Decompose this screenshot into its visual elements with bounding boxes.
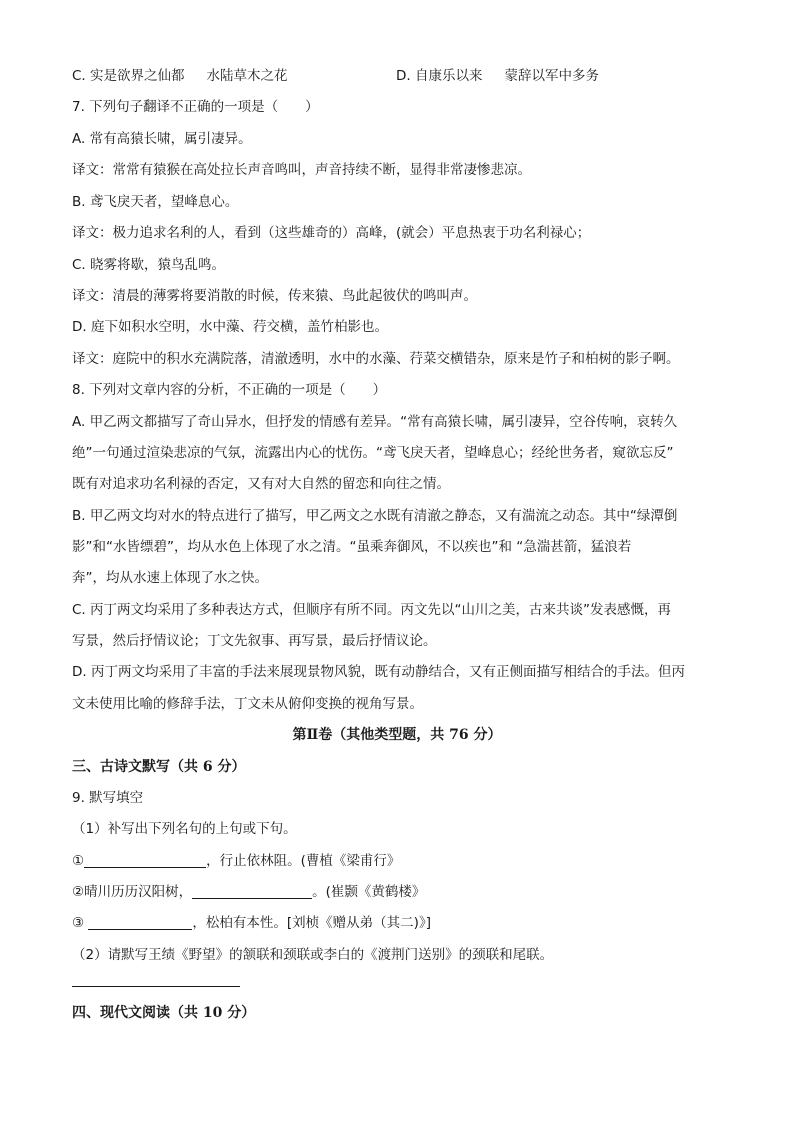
q8-option-b-line1: B. 甲乙两文均对水的特点进行了描写，甲乙两文之水既有清澈之静态，又有湍流之动态。其中“绿潭倒 <box>72 508 678 524</box>
q7-option-d: D. 庭下如积水空明，水中藻、荇交横，盖竹柏影也。 <box>72 319 388 335</box>
q9-item2 <box>72 883 425 901</box>
answer-line[interactable] <box>72 986 240 987</box>
q8-option-a-line3: 既有对追求功名利禄的否定，又有对大自然的留恋和向往之情。 <box>72 476 450 492</box>
q6-option-d-head: D. 自康乐以来 <box>396 68 483 84</box>
part2-title: 第Ⅱ卷（其他类型题，共 76 分） <box>292 727 502 743</box>
q7-stem: 7. 下列句子翻译不正确的一项是（ ） <box>72 99 319 115</box>
q9-item2-tail: 。(崔颢《黄鹤楼》 <box>312 884 426 900</box>
q6-option-c <box>72 67 288 85</box>
q7-option-a-translation: 译文：常常有猿猴在高处拉长声音鸣叫，声音持续不断，显得非常凄惨悲凉。 <box>72 162 531 178</box>
q7-option-c: C. 晓雾将歇，猿鸟乱鸣。 <box>72 257 226 273</box>
answer-blank-2[interactable] <box>192 884 312 899</box>
q9-item1 <box>72 852 400 870</box>
q8-option-c-line1: C. 丙丁两文均采用了多种表达方式，但顺序有所不同。丙文先以“山川之美，古来共谈”发表感慨，再 <box>72 602 671 618</box>
q9-sub2: （2）请默写王绩《野望》的颔联和颈联或李白的《渡荆门送别》的颈联和尾联。 <box>72 947 554 963</box>
q8-stem: 8. 下列对文章内容的分析，不正确的一项是（ ） <box>72 382 387 398</box>
q6-option-c-head: C. 实是欲界之仙都 <box>72 68 185 84</box>
q9-item3 <box>72 914 431 932</box>
section3-title: 三、古诗文默写（共 6 分） <box>72 759 246 775</box>
answer-blank-1[interactable] <box>84 853 206 868</box>
q7-option-b: B. 鸢飞戾天者，望峰息心。 <box>72 194 239 210</box>
section4-title: 四、现代文阅读（共 10 分） <box>72 1005 256 1021</box>
q7-option-b-translation: 译文：极力追求名利的人，看到（这些雄奇的）高峰，(就会）平息热衷于功名利禄心； <box>72 225 591 241</box>
q9-item1-number: ① <box>72 853 85 869</box>
q6-option-d-tail: 蒙辞以军中多务 <box>504 68 599 84</box>
q8-option-d-line1: D. 丙丁两文均采用了丰富的手法来展现景物风貌，既有动静结合，又有正侧面描写相结合的手法。但丙 <box>72 664 685 680</box>
q9-item3-tail: ，松柏有本性。[刘桢《赠从弟（其二)》] <box>192 915 431 931</box>
q8-option-c-line2: 写景，然后抒情议论；丁文先叙事、再写景，最后抒情议论。 <box>72 633 437 649</box>
q8-option-a-line2: 绝”一句通过渲染悲凉的气氛，流露出内心的忧伤。“鸢飞戾天者，望峰息心；经纶世务者，窥欲忘反” <box>72 445 674 461</box>
q9-item1-tail: ，行止依林阻。(曹植《梁甫行》 <box>206 853 401 869</box>
q9-stem: 9. 默写填空 <box>72 790 144 806</box>
q7-option-c-translation: 译文：清晨的薄雾将要消散的时候，传来猿、鸟此起彼伏的鸣叫声。 <box>72 288 477 304</box>
q6-option-c-tail: 水陆草木之花 <box>206 68 288 84</box>
q8-option-b-line2: 影”和“水皆缥碧”，均从水色上体现了水之清。“虽乘奔御风，不以疾也”和 “急湍甚箭，猛浪若 <box>72 539 632 555</box>
q9-item2-head: ②晴川历历汉阳树， <box>72 884 193 900</box>
q6-option-d <box>396 67 599 85</box>
q8-option-b-line3: 奔”，均从水速上体现了水之快。 <box>72 570 268 586</box>
q8-option-a-line1: A. 甲乙两文都描写了奇山异水，但抒发的情感有差异。“常有高猿长啸，属引凄异，空谷传响，哀转久 <box>72 414 678 430</box>
q9-item3-number: ③ <box>72 915 89 931</box>
q7-option-a: A. 常有高猿长啸，属引凄异。 <box>72 131 252 147</box>
q9-sub1: （1）补写出下列名句的上句或下句。 <box>72 821 297 837</box>
q8-option-d-line2: 文未使用比喻的修辞手法，丁文未从俯仰变换的视角写景。 <box>72 696 423 712</box>
answer-blank-3[interactable] <box>88 915 192 930</box>
q7-option-d-translation: 译文：庭院中的积水充满院落，清澈透明，水中的水藻、荇菜交横错杂，原来是竹子和柏树的影子啊。 <box>72 351 680 367</box>
